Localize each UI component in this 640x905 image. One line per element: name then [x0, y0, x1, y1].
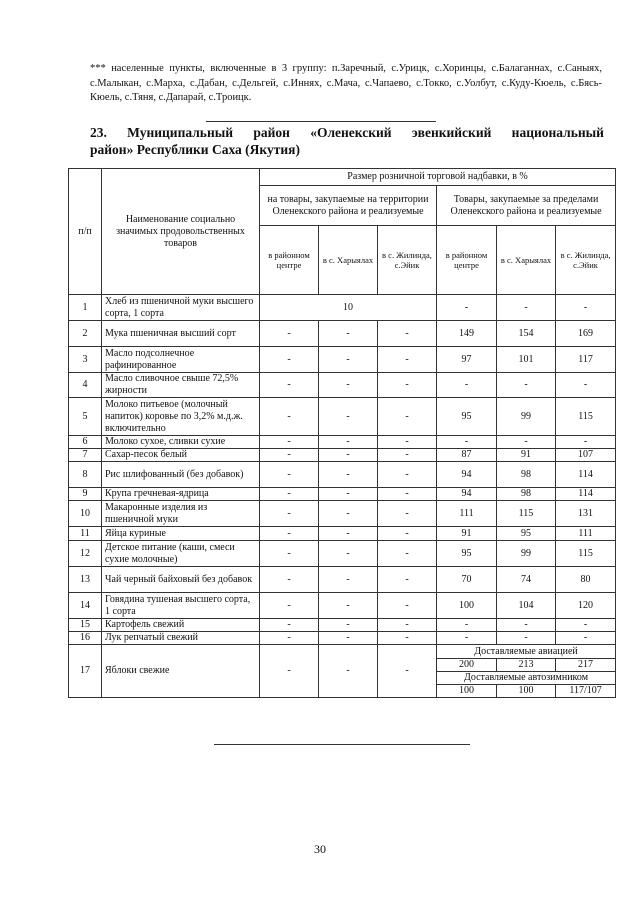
markup-table	[68, 168, 616, 698]
row-number: 9	[69, 488, 102, 501]
subheader-kharyyalakh: в с. Харыялах	[497, 226, 556, 295]
row-number: 16	[69, 632, 102, 645]
value-cell: -	[319, 619, 378, 632]
value-cell: -	[319, 321, 378, 347]
value-cell: -	[497, 295, 556, 321]
value-cell: 95	[497, 527, 556, 541]
subheader-kharyyalakh: в с. Харыялах	[319, 226, 378, 295]
value-cell: -	[319, 488, 378, 501]
heading-line-1	[90, 124, 604, 141]
value-cell: 111	[437, 501, 497, 527]
value-cell: -	[319, 347, 378, 373]
value-cell: 107	[556, 449, 616, 462]
table-row	[69, 321, 616, 347]
value-cell: -	[378, 321, 437, 347]
value-cell: -	[556, 373, 616, 398]
product-name: Крупа гречневая-ядрица	[102, 488, 260, 501]
delivery-by-winter-road-label: Доставляемые автозимником	[437, 672, 616, 685]
value-cell: 149	[437, 321, 497, 347]
product-name: Масло сливочное свыше 72,5% жирности	[102, 373, 260, 398]
product-name: Мука пшеничная высший сорт	[102, 321, 260, 347]
value-cell: -	[319, 436, 378, 449]
value-cell: 115	[497, 501, 556, 527]
row-number: 3	[69, 347, 102, 373]
value-cell: -	[437, 619, 497, 632]
value-cell: -	[260, 449, 319, 462]
section-heading	[90, 124, 604, 158]
air-value: 200	[437, 659, 497, 672]
footnote-divider	[206, 121, 436, 122]
value-cell: -	[319, 398, 378, 436]
table-row	[69, 347, 616, 373]
value-cell: -	[437, 632, 497, 645]
heading-word: Муниципальный	[127, 125, 234, 140]
row-number: 12	[69, 541, 102, 567]
value-cell: -	[497, 436, 556, 449]
value-cell: 117	[556, 347, 616, 373]
value-cell: -	[260, 462, 319, 488]
value-cell: 99	[497, 541, 556, 567]
value-cell: -	[378, 567, 437, 593]
value-cell: -	[319, 449, 378, 462]
table-row	[69, 567, 616, 593]
table-body	[69, 321, 616, 645]
value-cell: 91	[437, 527, 497, 541]
value-cell: 94	[437, 462, 497, 488]
product-name: Рис шлифованный (без добавок)	[102, 462, 260, 488]
header-local-goods: на товары, закупаемые на территории Оленекского района и реализуемые	[260, 186, 437, 226]
value-cell: -	[378, 527, 437, 541]
closing-divider	[214, 744, 470, 745]
value-cell: -	[319, 462, 378, 488]
subheader-zhilinda-eyik: в с. Жилинда, с.Эйик	[556, 226, 616, 295]
value-cell: -	[378, 541, 437, 567]
row-number: 11	[69, 527, 102, 541]
subheader-zhilinda-eyik: в с. Жилинда, с.Эйик	[378, 226, 437, 295]
table-row	[69, 295, 616, 321]
value-cell: -	[260, 619, 319, 632]
product-name: Масло подсолнечное рафинированное	[102, 347, 260, 373]
value-cell: -	[556, 632, 616, 645]
header-imported-goods: Товары, закупаемые за пределами Оленекского района и реализуемые	[437, 186, 616, 226]
table-row	[69, 619, 616, 632]
value-cell: -	[319, 527, 378, 541]
product-name: Молоко сухое, сливки сухие	[102, 436, 260, 449]
row-number: 7	[69, 449, 102, 462]
value-cell: -	[319, 632, 378, 645]
table-row	[69, 632, 616, 645]
road-value: 117/107	[556, 685, 616, 698]
value-cell: -	[319, 373, 378, 398]
heading-word: национальный	[511, 125, 604, 140]
value-cell: 95	[437, 398, 497, 436]
value-cell: 131	[556, 501, 616, 527]
value-cell: 80	[556, 567, 616, 593]
footnote: *** населенные пункты, включенные в 3 группу: п.Заречный, с.Урицк, с.Хоринцы, с.Балаганнах, с.Саныях, с.Малыкан, с.Марха, с.Дабан, с.Дельгей, с.Иннях, с.Мача, с.Чапаево, с.Токко, с.Уолбут, с.Куду-Кюель, с.Бясь-Кюель, с.Тяня, с.Дапарай, с.Троицк.	[90, 63, 602, 103]
product-name: Детское питание (каши, смеси сухие молочные)	[102, 541, 260, 567]
product-name: Хлеб из пшеничной муки высшего сорта, 1 сорта	[102, 295, 260, 321]
heading-word: «Оленекский	[310, 125, 392, 140]
product-name: Лук репчатый свежий	[102, 632, 260, 645]
value-cell: -	[260, 373, 319, 398]
value-cell: -	[319, 541, 378, 567]
heading-word: эвенкийский	[411, 125, 492, 140]
heading-number: 23.	[90, 125, 107, 140]
value-cell: 120	[556, 593, 616, 619]
value-cell: -	[556, 619, 616, 632]
value-cell: -	[260, 436, 319, 449]
air-value: 217	[556, 659, 616, 672]
value-cell: -	[260, 645, 319, 698]
row-number: 8	[69, 462, 102, 488]
table-row	[69, 593, 616, 619]
value-cell: -	[260, 321, 319, 347]
value-cell: 99	[497, 398, 556, 436]
value-cell: -	[378, 488, 437, 501]
value-cell: 101	[497, 347, 556, 373]
air-value: 213	[497, 659, 556, 672]
product-name: Макаронные изделия из пшеничной муки	[102, 501, 260, 527]
value-cell: -	[260, 501, 319, 527]
value-cell: -	[260, 593, 319, 619]
table-row-17	[69, 645, 616, 659]
value-cell: 154	[497, 321, 556, 347]
value-cell: 100	[437, 593, 497, 619]
value-cell: -	[497, 373, 556, 398]
value-cell: -	[319, 567, 378, 593]
table-row	[69, 501, 616, 527]
table-row	[69, 462, 616, 488]
value-cell: 98	[497, 488, 556, 501]
row-number: 5	[69, 398, 102, 436]
value-cell: 114	[556, 488, 616, 501]
heading-line-2: район» Республики Саха (Якутия)	[90, 142, 300, 157]
value-cell: -	[378, 398, 437, 436]
heading-word: район	[253, 125, 290, 140]
value-cell: 111	[556, 527, 616, 541]
value-cell: 115	[556, 541, 616, 567]
row-number: 14	[69, 593, 102, 619]
value-cell: 94	[437, 488, 497, 501]
value-cell: -	[260, 398, 319, 436]
value-cell: -	[497, 632, 556, 645]
value-cell: -	[378, 632, 437, 645]
row-number: 6	[69, 436, 102, 449]
row-number: 4	[69, 373, 102, 398]
merged-value-cell: 10	[260, 295, 437, 321]
header-markup-size: Размер розничной торговой надбавки, в %	[260, 169, 616, 186]
product-name: Сахар-песок белый	[102, 449, 260, 462]
value-cell: -	[260, 567, 319, 593]
row-number: 10	[69, 501, 102, 527]
header-number: п/п	[69, 169, 102, 295]
value-cell: 169	[556, 321, 616, 347]
delivery-by-air-label: Доставляемые авиацией	[437, 645, 616, 659]
value-cell: -	[260, 347, 319, 373]
value-cell: -	[378, 449, 437, 462]
value-cell: -	[378, 645, 437, 698]
product-name: Картофель свежий	[102, 619, 260, 632]
table-row	[69, 527, 616, 541]
row-number: 1	[69, 295, 102, 321]
value-cell: 70	[437, 567, 497, 593]
value-cell: 74	[497, 567, 556, 593]
value-cell: -	[497, 619, 556, 632]
product-name: Молоко питьевое (молочный напиток) коровье по 3,2% м.д.ж. включительно	[102, 398, 260, 436]
road-value: 100	[437, 685, 497, 698]
value-cell: 97	[437, 347, 497, 373]
table-row	[69, 398, 616, 436]
value-cell: 114	[556, 462, 616, 488]
page-number: 30	[314, 842, 326, 856]
value-cell: -	[319, 593, 378, 619]
value-cell: -	[319, 645, 378, 698]
value-cell: 87	[437, 449, 497, 462]
subheader-district-center: в районном центре	[437, 226, 497, 295]
row-number: 15	[69, 619, 102, 632]
table-row	[69, 373, 616, 398]
road-value: 100	[497, 685, 556, 698]
product-name: Чай черный байховый без добавок	[102, 567, 260, 593]
value-cell: 91	[497, 449, 556, 462]
value-cell: -	[260, 541, 319, 567]
value-cell: -	[378, 619, 437, 632]
row-number: 17	[69, 645, 102, 698]
table-row	[69, 541, 616, 567]
value-cell: -	[378, 347, 437, 373]
value-cell: 95	[437, 541, 497, 567]
row-number: 2	[69, 321, 102, 347]
value-cell: 104	[497, 593, 556, 619]
table-row	[69, 449, 616, 462]
value-cell: -	[437, 436, 497, 449]
header-product-name: Наименование социально значимых продовольственных товаров	[102, 169, 260, 295]
table-row	[69, 488, 616, 501]
value-cell: 98	[497, 462, 556, 488]
product-name: Яблоки свежие	[102, 645, 260, 698]
value-cell: -	[260, 632, 319, 645]
value-cell: -	[378, 462, 437, 488]
product-name: Говядина тушеная высшего сорта, 1 сорта	[102, 593, 260, 619]
value-cell: -	[437, 373, 497, 398]
value-cell: -	[260, 488, 319, 501]
value-cell: 115	[556, 398, 616, 436]
table-row	[69, 436, 616, 449]
row-number: 13	[69, 567, 102, 593]
value-cell: -	[378, 436, 437, 449]
value-cell: -	[378, 501, 437, 527]
value-cell: -	[378, 373, 437, 398]
product-name: Яйца куриные	[102, 527, 260, 541]
value-cell: -	[260, 527, 319, 541]
value-cell: -	[556, 436, 616, 449]
subheader-district-center: в районном центре	[260, 226, 319, 295]
value-cell: -	[319, 501, 378, 527]
value-cell: -	[378, 593, 437, 619]
value-cell: -	[437, 295, 497, 321]
value-cell: -	[556, 295, 616, 321]
